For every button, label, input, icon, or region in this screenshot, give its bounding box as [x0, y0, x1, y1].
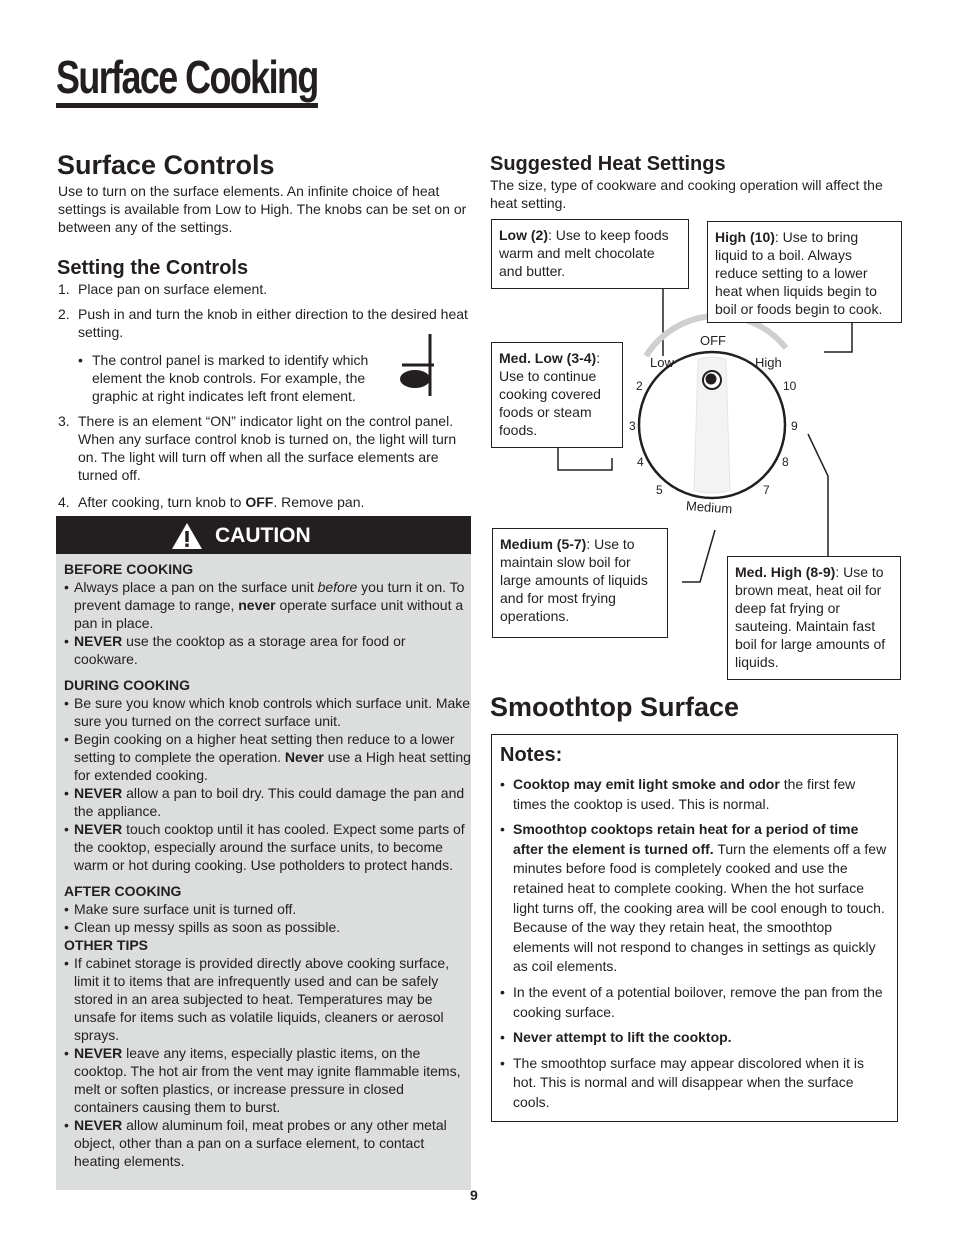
caution-bullet: • If cabinet storage is provided directly above cooking surface, limit it to items that are infrequently used and can be safely stored in an area subjected to heat. Temperatures may be unsafe for items such as volatile liquids, cleaners or aerosol sprays.: [64, 955, 450, 1043]
caution-bullet: • Clean up messy spills as soon as possible.: [64, 919, 341, 935]
title-underline: [56, 103, 318, 108]
dial-number: 5: [656, 483, 663, 497]
caution-label: CAUTION: [215, 524, 311, 547]
step-item: 1. Place pan on surface element.: [58, 281, 268, 297]
note-item: • The smoothtop surface may appear discolored when it is hot. This is normal and will disappear when the surface cools.: [500, 1054, 864, 1110]
page-number: 9: [470, 1187, 478, 1203]
dial-medium-label: Medium: [685, 498, 733, 517]
caution-content: [56, 554, 471, 1190]
other-tips-heading: OTHER TIPS: [64, 937, 149, 953]
low-setting-box: Low (2): Use to keep foods warm and melt chocolate and butter.: [491, 219, 689, 289]
caution-bullet: • Always place a pan on the surface unit before you turn it on. To prevent damage to range, never operate surface unit without a pan in place.: [64, 579, 465, 631]
dial-off-label: OFF: [700, 333, 726, 348]
warning-triangle-icon: [171, 522, 203, 550]
med-low-setting-box: Med. Low (3-4): Use to continue cooking covered foods or steam foods.: [491, 342, 623, 448]
step-item: 4. After cooking, turn knob to OFF. Remove pan.: [58, 494, 365, 510]
surface-controls-heading: Surface Controls: [57, 150, 275, 180]
dial-number: 7: [763, 483, 770, 497]
dial-number: 9: [791, 419, 798, 433]
caution-bullet: • NEVER allow a pan to boil dry. This could damage the pan and the appliance.: [64, 785, 465, 819]
left-front-element-icon: [396, 332, 436, 398]
caution-banner: [56, 516, 471, 554]
note-item: • Cooktop may emit light smoke and odor the first few times the cooktop is used. This is normal.: [500, 776, 856, 812]
dial-number: 2: [636, 379, 643, 393]
med-high-setting-box: Med. High (8-9): Use to brown meat, heat oil for deep fat frying or sauteing. Maintain fast boil for large amounts of liquids.: [727, 556, 901, 680]
after-cooking-heading: AFTER COOKING: [64, 883, 182, 899]
dial-number: 3: [629, 419, 636, 433]
sub-bullet-item: • The control panel is marked to identify which element the knob controls. For example, the graphic at right indicates left front element.: [78, 352, 369, 404]
step-item: 3. There is an element “ON” indicator light on the control panel. When any surface control knob is turned on, the light will turn on. The light will turn off when all the surface elements are turned off.: [58, 413, 457, 483]
setting-steps-list: [56, 280, 474, 518]
step-item: 2. Push in and turn the knob in either direction to the desired heat setting.: [58, 306, 468, 340]
surface-controls-intro: Use to turn on the surface elements. An infinite choice of heat settings is available from Low to High. The knobs can be set on or between any of the settings.: [58, 183, 467, 235]
caution-bullet: • NEVER allow aluminum foil, meat probes or any other metal object, other than a pan on a surface element, to contact heating elements.: [64, 1117, 447, 1169]
caution-bullet: • Make sure surface unit is turned off.: [64, 901, 297, 917]
medium-setting-box: Medium (5-7): Use to maintain slow boil for large amounts of liquids and for most frying operations.: [492, 528, 668, 638]
heat-settings-heading: Suggested Heat Settings: [490, 153, 726, 175]
setting-controls-heading: Setting the Controls: [57, 257, 249, 279]
high-setting-box: High (10): Use to bring liquid to a boil. Always reduce setting to a lower heat when liquids begin to boil or foods begin to cook.: [707, 221, 902, 323]
during-cooking-heading: DURING COOKING: [64, 677, 190, 693]
caution-bullet: • NEVER touch cooktop until it has cooled. Expect some parts of the cooktop, especially around the surface units, to become warm or hot during cooking. Use potholders to protect hands.: [64, 821, 465, 873]
dial-low-label: Low: [650, 355, 674, 370]
note-item: • Smoothtop cooktops retain heat for a period of time after the element is turned off. Turn the elements off a few minutes before food is completely cooked and use the retained heat to complete cooking. When the hot surface light turns off, the cooking area will be cool enough to touch. Because of the way they retain heat, the smoothtop elements will not respond to changes in settings as quickly as coil elements.: [500, 821, 887, 975]
smoothtop-heading: Smoothtop Surface: [490, 692, 740, 722]
dial-number: 10: [783, 379, 797, 393]
note-item: • Never attempt to lift the cooktop.: [500, 1029, 732, 1046]
caution-bullet: • NEVER use the cooktop as a storage area for food or cookware.: [64, 633, 406, 667]
before-cooking-heading: BEFORE COOKING: [64, 561, 194, 577]
notes-box: [491, 734, 898, 1122]
note-item: • In the event of a potential boilover, remove the pan from the cooking surface.: [500, 983, 883, 1020]
caution-bullet: • Be sure you know which knob controls which surface unit. Make sure you turned on the correct surface unit.: [64, 695, 471, 729]
dial-number: 8: [782, 455, 789, 469]
caution-bullet: • Begin cooking on a higher heat setting then reduce to a lower setting to complete the operation. Never use a High heat setting for extended cooking.: [64, 731, 471, 783]
dial-number: 4: [637, 455, 644, 469]
dial-high-label: High: [755, 355, 782, 370]
page-title: Surface Cooking: [56, 51, 318, 103]
caution-bullet: • NEVER leave any items, especially plastic items, on the cooktop. The hot air from the vent may ignite flammable items, melt or soften plastics, or increase pressure in closed containers causing them to burst.: [64, 1045, 461, 1115]
heat-settings-intro: The size, type of cookware and cooking operation will affect the heat setting.: [490, 177, 883, 211]
notes-heading: Notes:: [500, 744, 563, 766]
